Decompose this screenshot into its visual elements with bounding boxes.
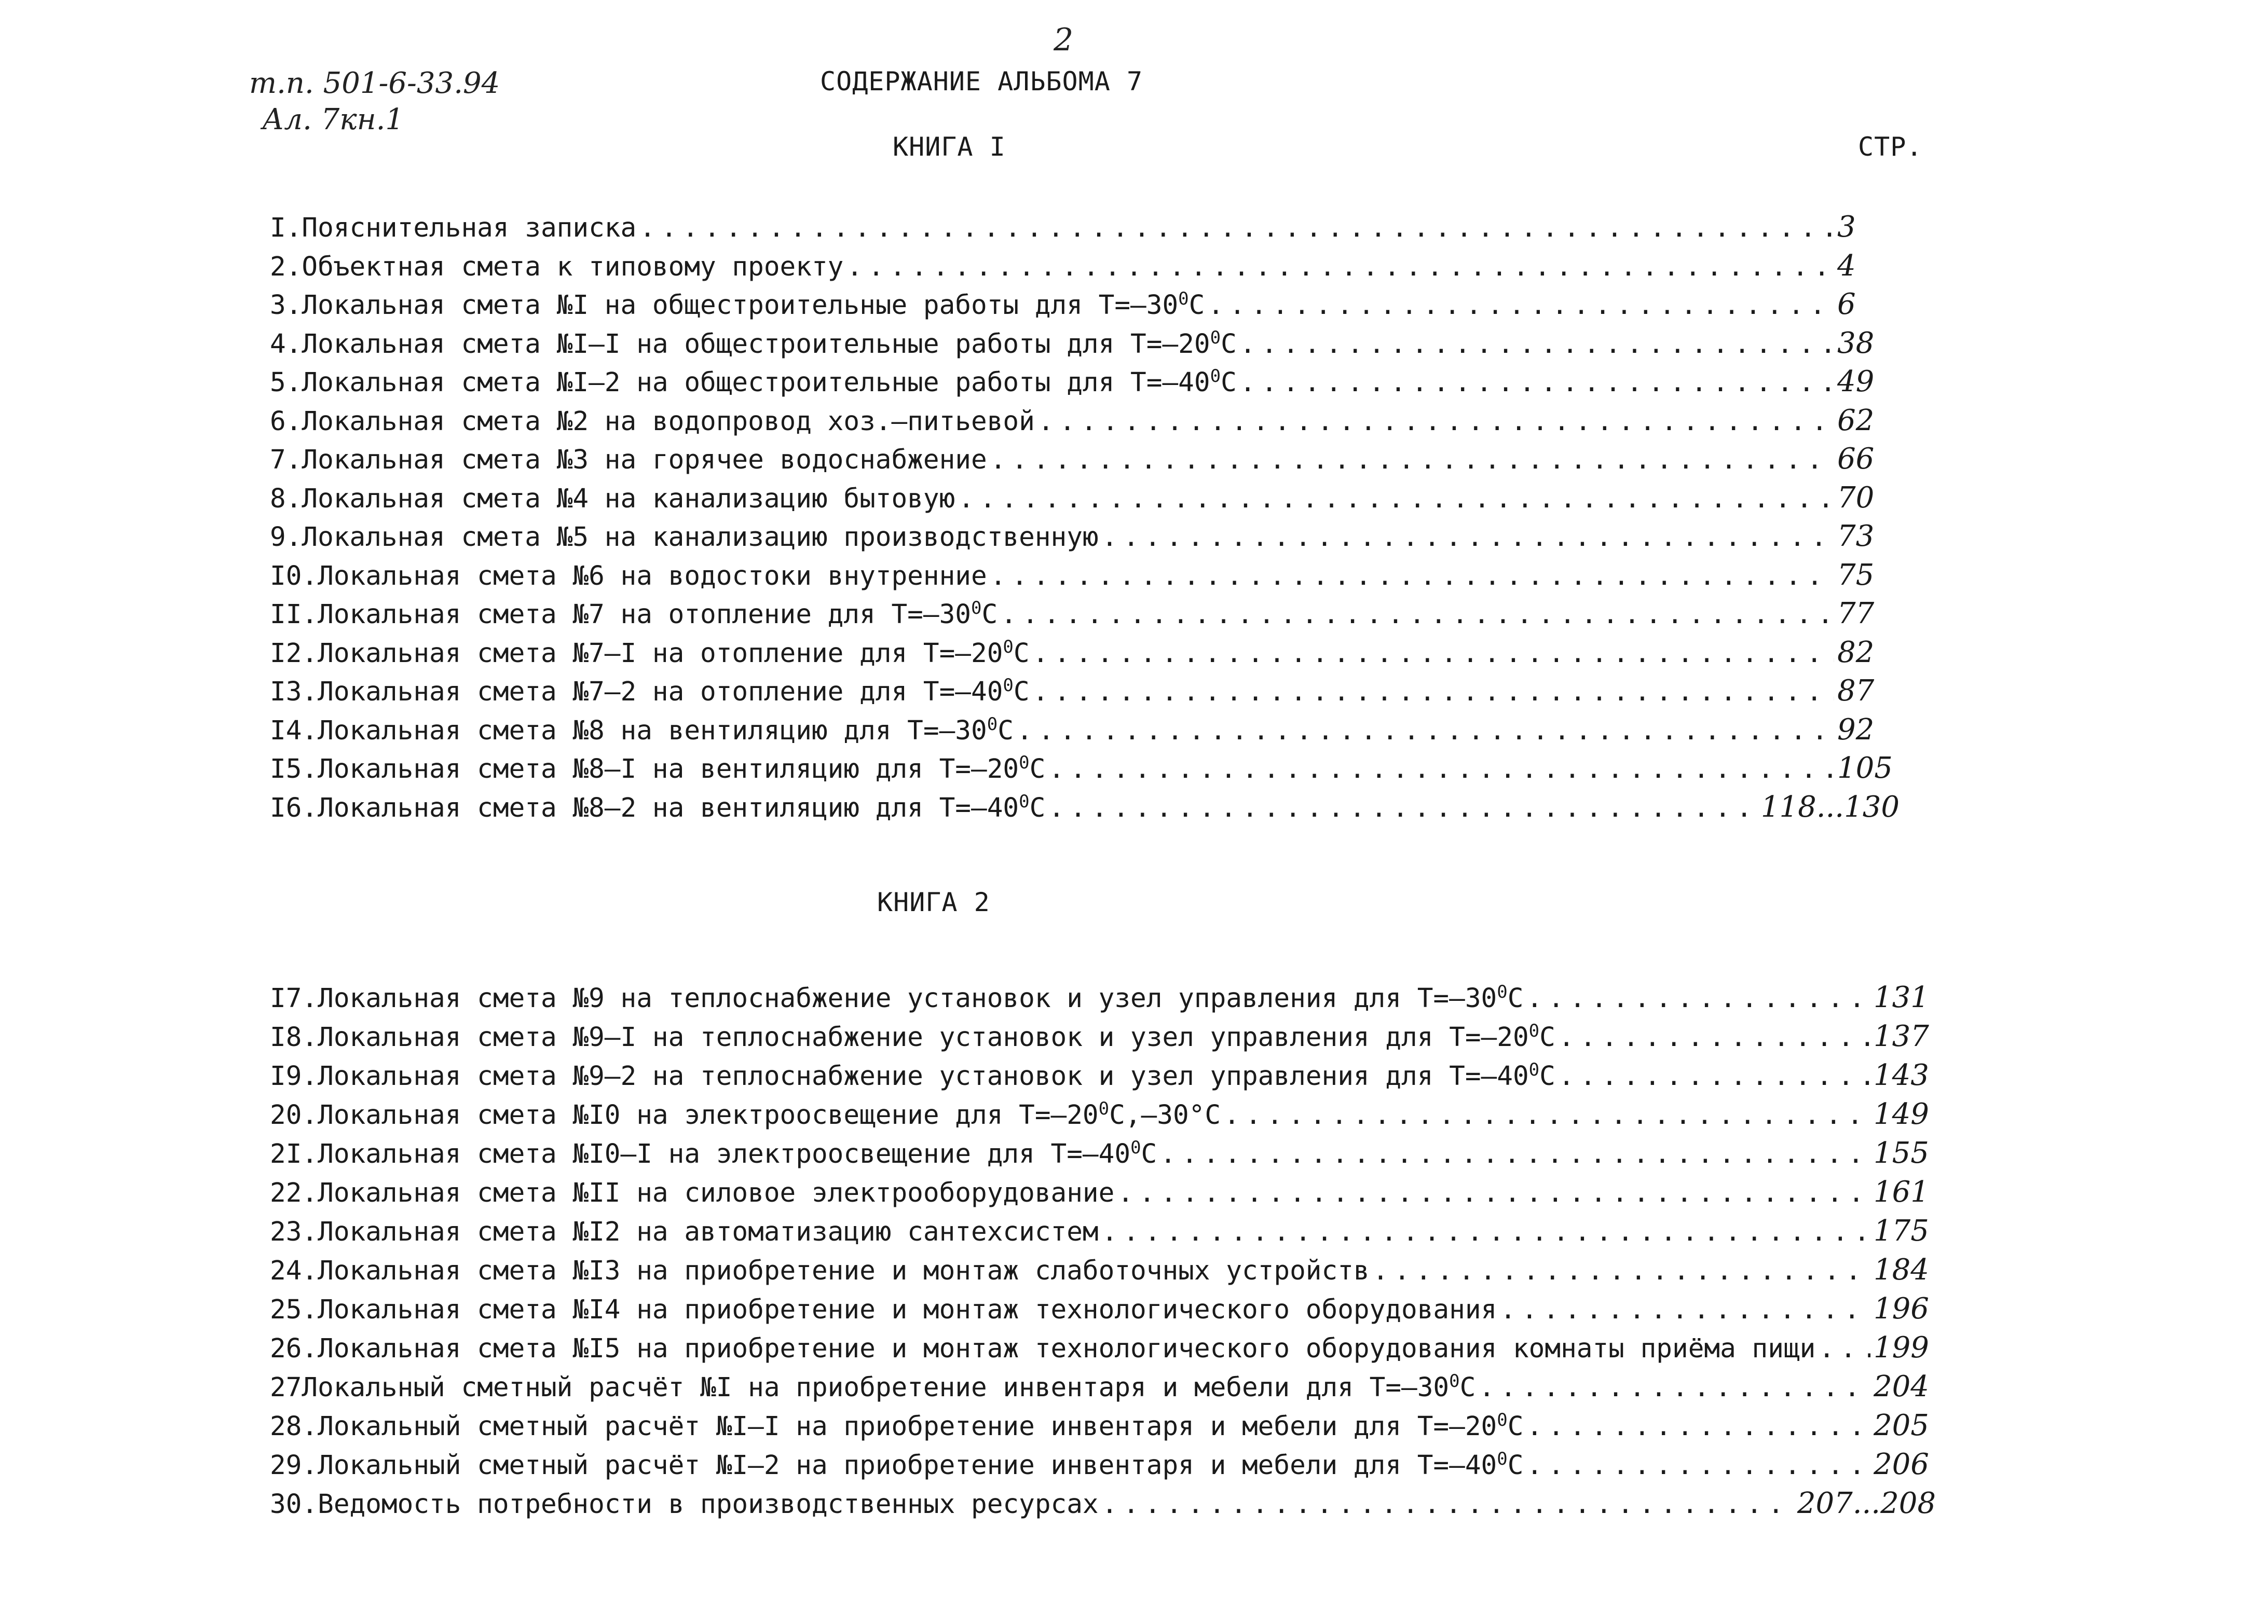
entry-page-number: 38	[1837, 326, 1875, 360]
degree-superscript: 0	[1497, 1410, 1508, 1430]
entry-title-unit: С	[981, 599, 998, 630]
entry-title	[270, 677, 1030, 707]
contents-entry	[270, 674, 1900, 713]
page-column-label: СТР.	[1858, 132, 1923, 162]
entry-page-number: 118...130	[1760, 790, 1900, 824]
dot-leader	[846, 252, 1834, 282]
entry-title	[270, 715, 1014, 746]
entry-title-text: 20.Локальная смета №I0 на электроосвещение для Т=–20	[270, 1100, 1099, 1131]
degree-superscript: 0	[1003, 636, 1014, 657]
degree-superscript: 0	[987, 713, 998, 735]
degree-superscript: 0	[1497, 982, 1508, 1002]
album-contents-title: СОДЕРЖАНИЕ АЛЬБОМА 7	[820, 66, 1143, 97]
project-code-stamp: т.п. 501-6-33.94	[249, 66, 500, 100]
entry-title-text: 9.Локальная смета №5 на канализацию производственную	[270, 522, 1099, 553]
degree-superscript: 0	[1210, 327, 1221, 348]
contents-entry	[270, 1448, 1936, 1487]
entry-title-unit: С	[1029, 754, 1046, 785]
entry-title-text: 7.Локальная смета №3 на горячее водоснабжение	[270, 445, 987, 475]
entry-title	[270, 1489, 1099, 1520]
entry-page-number: 206	[1874, 1448, 1929, 1481]
dot-leader	[1500, 1295, 1870, 1325]
entry-page-number: 204	[1874, 1370, 1929, 1403]
entry-title	[270, 793, 1045, 823]
entry-title-unit: С	[1539, 1061, 1555, 1092]
book-1-contents-list	[270, 210, 1900, 829]
entry-title	[270, 599, 998, 630]
entry-title	[270, 329, 1237, 360]
entry-title-text: I6.Локальная смета №8–2 на вентиляцию для Т=–40	[270, 792, 1019, 823]
entry-title	[270, 367, 1237, 398]
contents-entry	[270, 365, 1900, 404]
entry-title-text: 2I.Локальная смета №I0–I на электроосвещение для Т=–40	[270, 1139, 1131, 1169]
entry-title-text: 3.Локальная смета №I на общестроительные работы для Т=–30	[270, 290, 1179, 321]
entry-title	[270, 1295, 1497, 1325]
entry-title-text: I2.Локальная смета №7–I на отопление для Т=–20	[270, 638, 1003, 669]
entry-page-number: 75	[1837, 558, 1875, 592]
degree-superscript: 0	[1003, 675, 1014, 696]
dot-leader	[1373, 1256, 1870, 1286]
dot-leader	[1033, 638, 1834, 669]
album-book-stamp: Ал. 7кн.1	[262, 103, 404, 136]
entry-page-number: 73	[1837, 519, 1875, 553]
dot-leader	[1559, 1022, 1870, 1053]
contents-entry	[270, 751, 1900, 790]
dot-leader	[990, 445, 1834, 475]
contents-entry	[270, 519, 1900, 558]
dot-leader	[1038, 406, 1834, 437]
degree-superscript: 0	[1019, 791, 1030, 812]
degree-superscript: 0	[1497, 1449, 1508, 1469]
dot-leader	[1224, 1100, 1870, 1131]
entry-page-number: 62	[1837, 403, 1875, 437]
entry-title-text: 26.Локальная смета №I5 на приобретение и монтаж технологического оборудования комнаты приёма пищи	[270, 1333, 1816, 1364]
entry-title	[270, 252, 843, 282]
entry-title-text: 23.Локальная смета №I2 на автоматизацию сантехсистем	[270, 1217, 1099, 1247]
entry-title	[270, 445, 987, 475]
entry-title	[270, 522, 1099, 553]
dot-leader	[1102, 1489, 1794, 1520]
dot-leader	[1017, 715, 1834, 746]
entry-title	[270, 1450, 1523, 1481]
entry-page-number: 175	[1874, 1214, 1929, 1248]
entry-title	[270, 1256, 1370, 1286]
entry-title-text: I0.Локальная смета №6 на водостоки внутренние	[270, 560, 987, 591]
contents-entry	[270, 558, 1900, 597]
degree-superscript: 0	[1528, 1021, 1540, 1041]
contents-entry	[270, 1370, 1936, 1409]
contents-entry	[270, 1097, 1936, 1136]
contents-entry	[270, 404, 1900, 443]
entry-title-unit: С,–30°С	[1109, 1100, 1221, 1131]
entry-title-unit: С	[998, 715, 1014, 746]
entry-page-number: 49	[1837, 365, 1875, 398]
contents-entry	[270, 1487, 1936, 1525]
entry-page-number: 87	[1837, 674, 1875, 708]
entry-title-text: 4.Локальная смета №I–I на общестроительные работы для Т=–20	[270, 328, 1210, 360]
entry-page-number: 149	[1874, 1097, 1929, 1131]
entry-title-text: 28.Локальный сметный расчёт №I–I на приобретение инвентаря и мебели для Т=–20	[270, 1411, 1497, 1442]
dot-leader	[1240, 367, 1834, 398]
entry-page-number: 3	[1837, 210, 1856, 244]
entry-title-unit: С	[1507, 1411, 1524, 1442]
entry-title	[270, 638, 1030, 669]
entry-page-number: 105	[1837, 751, 1893, 785]
entry-title-text: 27Локальный сметный расчёт №I на приобретение инвентаря и мебели для Т=–30	[270, 1372, 1450, 1403]
dot-leader	[1117, 1178, 1870, 1208]
page-number: 2	[1054, 22, 1074, 58]
entry-page-number: 161	[1874, 1175, 1929, 1209]
entry-title-text: I9.Локальная смета №9–2 на теплоснабжение установок и узел управления для Т=–40	[270, 1061, 1529, 1092]
entry-title-text: 25.Локальная смета №I4 на приобретение и монтаж технологического оборудования	[270, 1295, 1497, 1325]
entry-title-unit: С	[1029, 792, 1046, 823]
entry-title	[270, 561, 987, 591]
dot-leader	[1479, 1372, 1870, 1403]
degree-superscript: 0	[1019, 752, 1030, 773]
contents-entry	[270, 1020, 1936, 1058]
entry-title-text: 6.Локальная смета №2 на водопровод хоз.–питьевой	[270, 406, 1035, 437]
contents-entry	[270, 481, 1900, 520]
dot-leader	[1102, 522, 1834, 553]
entry-page-number: 184	[1874, 1253, 1929, 1287]
contents-entry	[270, 1214, 1936, 1253]
entry-title-unit: С	[1013, 638, 1030, 669]
entry-title-text: 2.Объектная смета к типовому проекту	[270, 251, 844, 282]
contents-entry	[270, 210, 1900, 249]
entry-title-text: I8.Локальная смета №9–I на теплоснабжение установок и узел управления для Т=–20	[270, 1022, 1529, 1053]
dot-leader	[1048, 793, 1757, 823]
contents-entry	[270, 442, 1900, 481]
degree-superscript: 0	[971, 598, 982, 618]
degree-superscript: 0	[1178, 288, 1189, 309]
dot-leader	[1240, 329, 1834, 360]
entry-page-number: 77	[1837, 597, 1875, 630]
entry-page-number: 205	[1874, 1409, 1929, 1442]
entry-page-number: 66	[1837, 442, 1875, 476]
entry-title-unit: С	[1459, 1372, 1476, 1403]
book-1-heading: КНИГА I	[893, 132, 1006, 162]
entry-title-text: 5.Локальная смета №I–2 на общестроительные работы для Т=–40	[270, 367, 1210, 398]
entry-title	[270, 983, 1523, 1014]
entry-page-number: 143	[1874, 1058, 1929, 1092]
dot-leader	[1526, 1450, 1870, 1481]
entry-title-text: 30.Ведомость потребности в производственных ресурсах	[270, 1489, 1099, 1520]
dot-leader	[990, 561, 1834, 591]
entry-title	[270, 213, 636, 243]
contents-entry	[270, 1058, 1936, 1097]
entry-title	[270, 754, 1045, 785]
entry-title-text: I7.Локальная смета №9 на теплоснабжение установок и узел управления для Т=–30	[270, 983, 1497, 1014]
entry-title-unit: С	[1507, 1450, 1524, 1481]
entry-title-text: I.Пояснительная записка	[270, 213, 637, 243]
contents-entry	[270, 790, 1900, 829]
entry-title	[270, 290, 1205, 321]
entry-title-unit: С	[1221, 367, 1237, 398]
entry-title	[270, 406, 1035, 437]
entry-title	[270, 1022, 1555, 1053]
entry-page-number: 70	[1837, 480, 1875, 515]
dot-leader	[1819, 1333, 1870, 1364]
contents-entry	[270, 1292, 1936, 1331]
degree-superscript: 0	[1528, 1059, 1540, 1080]
entry-page-number: 207...208	[1797, 1487, 1936, 1520]
entry-title-text: 8.Локальная смета №4 на канализацию бытовую	[270, 483, 955, 514]
contents-entry	[270, 713, 1900, 752]
entry-title-unit: С	[1188, 290, 1205, 321]
degree-superscript: 0	[1098, 1098, 1110, 1119]
contents-entry	[270, 636, 1900, 675]
entry-page-number: 92	[1837, 712, 1875, 747]
entry-title	[270, 1411, 1523, 1442]
entry-title	[270, 1100, 1221, 1131]
contents-entry	[270, 981, 1936, 1020]
entry-title-text: II.Локальная смета №7 на отопление для Т=–30	[270, 599, 972, 630]
degree-superscript: 0	[1449, 1371, 1460, 1392]
entry-page-number: 131	[1874, 981, 1929, 1014]
entry-page-number: 199	[1874, 1331, 1929, 1365]
dot-leader	[1102, 1217, 1870, 1247]
entry-title-text: 24.Локальная смета №I3 на приобретение и монтаж слаботочных устройств	[270, 1256, 1370, 1286]
dot-leader	[1208, 290, 1834, 321]
contents-entry	[270, 1409, 1936, 1448]
entry-page-number: 6	[1837, 287, 1856, 321]
entry-title-text: 29.Локальный сметный расчёт №I–2 на приобретение инвентаря и мебели для Т=–40	[270, 1450, 1497, 1481]
dot-leader	[639, 213, 1834, 243]
entry-page-number: 82	[1837, 635, 1875, 669]
entry-page-number: 155	[1874, 1136, 1929, 1170]
entry-title	[270, 1178, 1114, 1208]
dot-leader	[1033, 677, 1834, 707]
entry-title-unit: С	[1013, 677, 1030, 707]
entry-page-number: 137	[1874, 1020, 1929, 1053]
dot-leader	[1048, 754, 1834, 785]
entry-page-number: 196	[1874, 1292, 1929, 1326]
contents-entry	[270, 1253, 1936, 1292]
dot-leader	[1526, 1411, 1870, 1442]
dot-leader	[958, 484, 1834, 514]
dot-leader	[1559, 1061, 1870, 1092]
entry-title	[270, 1333, 1815, 1364]
contents-entry	[270, 1331, 1936, 1370]
contents-entry	[270, 249, 1900, 288]
entry-title-text: I5.Локальная смета №8–I на вентиляцию для Т=–20	[270, 754, 1019, 785]
entry-title-unit: С	[1141, 1139, 1157, 1169]
entry-title-text: 22.Локальная смета №II на силовое электрооборудование	[270, 1178, 1115, 1208]
degree-superscript: 0	[1130, 1137, 1141, 1158]
entry-title-text: I3.Локальная смета №7–2 на отопление для Т=–40	[270, 677, 1003, 707]
contents-entry	[270, 597, 1900, 636]
contents-entry	[270, 326, 1900, 365]
contents-entry	[270, 1136, 1936, 1175]
entry-title-unit: С	[1539, 1022, 1555, 1053]
book-2-heading: КНИГА 2	[877, 887, 990, 917]
entry-title	[270, 1061, 1555, 1092]
book-2-contents-list	[270, 981, 1936, 1525]
dot-leader	[1001, 599, 1834, 630]
entry-title	[270, 1139, 1157, 1169]
contents-entry	[270, 287, 1900, 326]
entry-page-number: 4	[1837, 249, 1856, 283]
degree-superscript: 0	[1210, 366, 1221, 387]
entry-title-unit: С	[1221, 328, 1237, 360]
contents-entry	[270, 1175, 1936, 1214]
dot-leader	[1526, 983, 1870, 1014]
entry-title-text: I4.Локальная смета №8 на вентиляцию для Т=–30	[270, 715, 987, 746]
entry-title-unit: С	[1507, 983, 1524, 1014]
dot-leader	[1160, 1139, 1870, 1169]
entry-title	[270, 1372, 1475, 1403]
entry-title	[270, 484, 955, 514]
entry-title	[270, 1217, 1099, 1247]
